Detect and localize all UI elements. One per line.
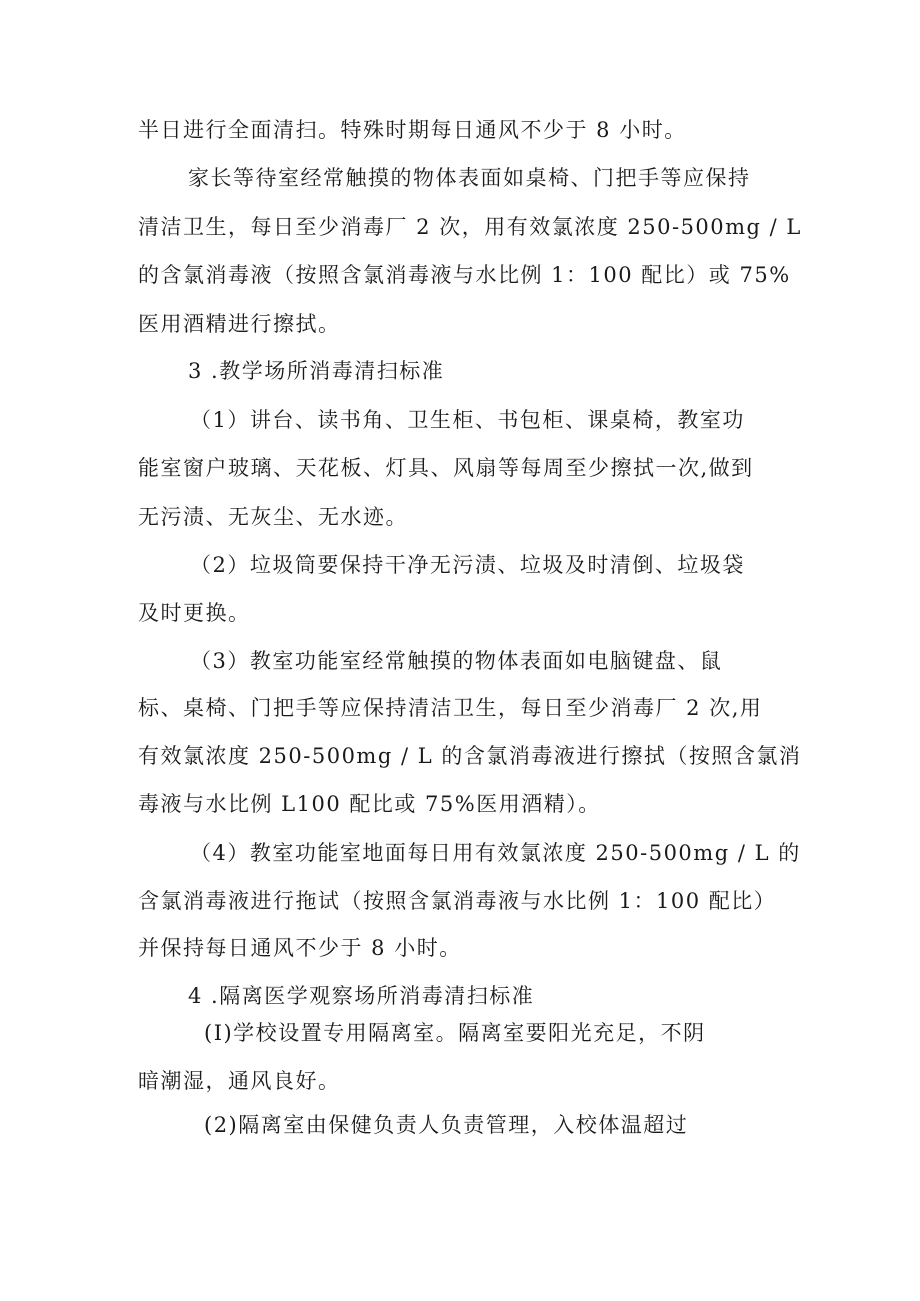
text-line: 标、桌椅、门把手等应保持清洁卫生，每日至少消毒厂 2 次,用 <box>138 696 763 720</box>
text-line: 家长等待室经常触摸的物体表面如桌椅、门把手等应保持 <box>188 166 751 190</box>
section-heading: 4 .隔离医学观察场所消毒清扫标准 <box>188 984 535 1008</box>
text-line: 能室窗户玻璃、天花板、灯具、风扇等每周至少擦拭一次,做到 <box>138 456 754 480</box>
section-heading: 3 .教学场所消毒清扫标准 <box>188 359 445 383</box>
text-line: （1）讲台、读书角、卫生柜、书包柜、课桌椅，教室功 <box>190 408 745 432</box>
text-line: 有效氯浓度 250-500mg / L 的含氯消毒液进行擦拭（按照含氯消 <box>138 744 802 768</box>
text-line: 含氯消毒液进行拖试（按照含氯消毒液与水比例 1：100 配比） <box>138 889 777 913</box>
text-line: 毒液与水比例 L100 配比或 75%医用酒精）。 <box>138 792 601 816</box>
text-line: 医用酒精进行擦拭。 <box>138 312 341 336</box>
text-line: 及时更换。 <box>138 601 251 625</box>
text-line: （3）教室功能室经常触摸的物体表面如电脑键盘、鼠 <box>190 649 723 673</box>
text-line: (2)隔离室由保健负责人负责管理，入校体温超过 <box>204 1113 689 1137</box>
text-line: (I)学校设置专用隔离室。隔离室要阳光充足，不阴 <box>204 1021 706 1045</box>
text-line: （4）教室功能室地面每日用有效氯浓度 250-500mg / L 的 <box>190 841 801 865</box>
text-line: 并保持每日通风不少于 8 小时。 <box>138 936 462 960</box>
text-line: 无污渍、无灰尘、无水迹。 <box>138 505 408 529</box>
text-line: 清洁卫生，每日至少消毒厂 2 次，用有效氯浓度 250-500mg / L <box>138 215 802 239</box>
text-line: 暗潮湿，通风良好。 <box>138 1069 341 1093</box>
text-line: 半日进行全面清扫。特殊时期每日通风不少于 8 小时。 <box>138 118 687 142</box>
text-line: （2）垃圾筒要保持干净无污渍、垃圾及时清倒、垃圾袋 <box>190 553 745 577</box>
text-line: 的含氯消毒液（按照含氯消毒液与水比例 1：100 配比）或 75% <box>138 263 791 287</box>
